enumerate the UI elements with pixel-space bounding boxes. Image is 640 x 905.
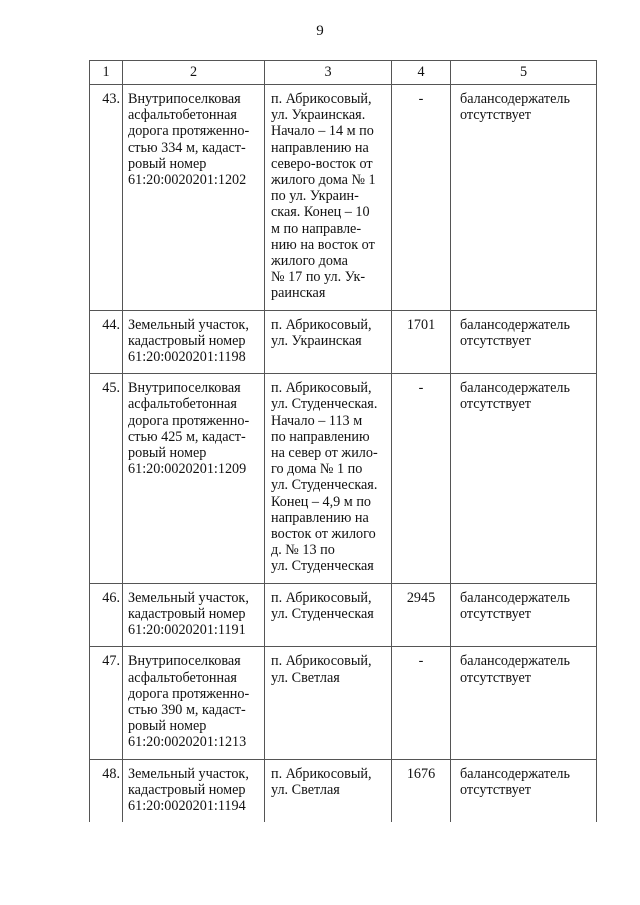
object-area: 1701 xyxy=(392,310,451,374)
object-name: Внутрипоселковая асфальтобетонная дорога протяженно- стью 390 м, кадаст- ровый номер 61:20:0020201:1213 xyxy=(123,647,265,759)
object-address: п. Абрикосовый, ул. Студенческая. Начало – 113 м по направлению на север от жило- го дома № 1 по ул. Студенческая. Конец – 4,9 м по направлению на восток от жилого д. № 13 по ул. Студенческая xyxy=(265,374,392,583)
table-row xyxy=(90,759,597,822)
table-row xyxy=(90,583,597,647)
header-cell-name: 2 xyxy=(123,61,265,85)
header-cell-area: 4 xyxy=(392,61,451,85)
object-name: Земельный участок, кадастровый номер 61:20:0020201:1198 xyxy=(123,310,265,374)
table-header-row xyxy=(90,61,597,85)
object-area: - xyxy=(392,647,451,759)
balance-holder: балансодержатель отсутствует xyxy=(451,759,597,822)
balance-holder: балансодержатель отсутствует xyxy=(451,85,597,311)
object-name: Внутрипоселковая асфальтобетонная дорога протяженно- стью 334 м, кадаст- ровый номер 61:20:0020201:1202 xyxy=(123,85,265,311)
object-address: п. Абрикосовый, ул. Студенческая xyxy=(265,583,392,647)
table-row xyxy=(90,85,597,311)
object-area: - xyxy=(392,374,451,583)
header-cell-address: 3 xyxy=(265,61,392,85)
property-registry-table xyxy=(89,60,597,822)
object-name: Внутрипоселковая асфальтобетонная дорога протяженно- стью 425 м, кадаст- ровый номер 61:20:0020201:1209 xyxy=(123,374,265,583)
row-number: 43. xyxy=(90,85,123,311)
object-area: 1676 xyxy=(392,759,451,822)
row-number: 45. xyxy=(90,374,123,583)
page-number: 9 xyxy=(316,23,324,39)
balance-holder: балансодержатель отсутствует xyxy=(451,583,597,647)
table-row xyxy=(90,374,597,583)
row-number: 44. xyxy=(90,310,123,374)
object-address: п. Абрикосовый, ул. Светлая xyxy=(265,759,392,822)
balance-holder: балансодержатель отсутствует xyxy=(451,374,597,583)
row-number: 48. xyxy=(90,759,123,822)
balance-holder: балансодержатель отсутствует xyxy=(451,310,597,374)
object-address: п. Абрикосовый, ул. Светлая xyxy=(265,647,392,759)
table-row xyxy=(90,647,597,759)
balance-holder: балансодержатель отсутствует xyxy=(451,647,597,759)
table-row xyxy=(90,310,597,374)
object-name: Земельный участок, кадастровый номер 61:20:0020201:1191 xyxy=(123,583,265,647)
row-number: 47. xyxy=(90,647,123,759)
object-address: п. Абрикосовый, ул. Украинская xyxy=(265,310,392,374)
header-cell-number: 1 xyxy=(90,61,123,85)
header-cell-holder: 5 xyxy=(451,61,597,85)
object-name: Земельный участок, кадастровый номер 61:20:0020201:1194 xyxy=(123,759,265,822)
object-area: 2945 xyxy=(392,583,451,647)
row-number: 46. xyxy=(90,583,123,647)
object-address: п. Абрикосовый, ул. Украинская. Начало – 14 м по направлению на северо-восток от жилого дома № 1 по ул. Украин- ская. Конец – 10 м по направле- нию на восток от жилого дома № 17 по ул. Ук- раинская xyxy=(265,85,392,311)
object-area: - xyxy=(392,85,451,311)
